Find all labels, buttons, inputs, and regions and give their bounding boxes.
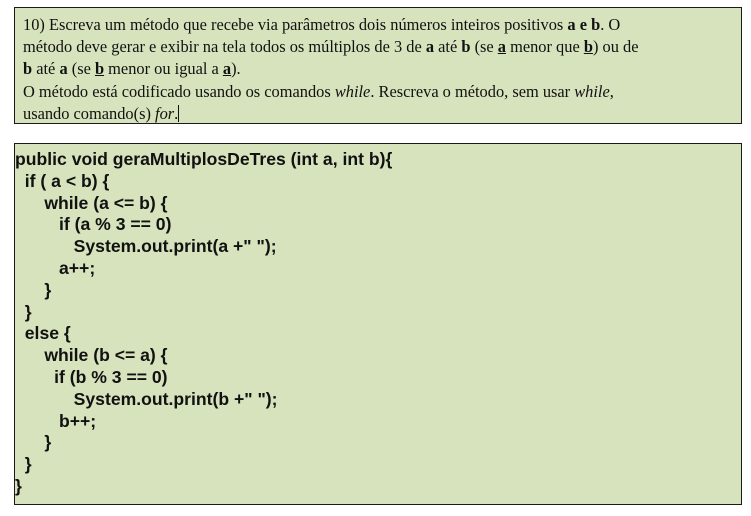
code-line: if (a % 3 == 0) (15, 214, 172, 235)
code-line: System.out.print(b +" "); (15, 388, 278, 409)
question-text: menor ou igual a (104, 59, 223, 79)
param-a-underlined: a (497, 37, 506, 57)
code-line: } (15, 432, 52, 453)
code-line: while (a <= b) { (15, 192, 168, 213)
question-text: usando comando(s) (23, 103, 156, 123)
param-b-underlined: b (94, 59, 105, 79)
param-a-bold: a (567, 15, 576, 34)
param-a-bold: a (59, 59, 68, 79)
code-box (14, 143, 742, 505)
text-cursor (178, 105, 179, 122)
param-a-bold: a (425, 37, 435, 57)
question-text: . O (600, 15, 621, 34)
question-text: (se (470, 37, 498, 57)
param-b-underlined: b (583, 37, 593, 57)
question-text: O método está codificado usando os comandos (23, 81, 335, 101)
question-text: até (32, 59, 60, 79)
keyword-italic: while (334, 81, 371, 101)
question-text: . Rescreva o método, sem usar (370, 81, 575, 101)
question-text: até (434, 37, 462, 57)
question-text: , (609, 81, 614, 101)
keyword-italic: while (574, 81, 610, 101)
code-line: public void geraMultiplosDeTres (int a, int b){ (15, 149, 393, 169)
question-line-1 (23, 14, 733, 36)
question-line-4 (23, 81, 733, 103)
keyword-italic: for (155, 103, 175, 123)
code-line: else { (15, 323, 71, 344)
code-line: } (15, 454, 32, 475)
param-a-underlined: a (222, 59, 232, 79)
code-line: if ( a < b) { (15, 170, 110, 191)
question-text: (se (67, 59, 95, 79)
code-line: if (b % 3 == 0) (15, 366, 168, 387)
question-text: ) ou de (592, 37, 639, 57)
question-text: . (174, 103, 179, 123)
code-line: b++; (15, 410, 97, 431)
question-line-5 (23, 103, 733, 125)
question-line-3 (23, 58, 733, 80)
code-line: } (15, 279, 52, 300)
code-line: System.out.print(a +" "); (15, 236, 277, 257)
code-line: } (15, 475, 22, 496)
code-line: a++; (15, 257, 96, 278)
question-box (14, 7, 742, 124)
question-text: 10) Escreva um método que recebe via parâmetros dois números inteiros positivos (23, 15, 568, 34)
param-b-bold: b (23, 59, 33, 79)
code-line: while (b <= a) { (15, 345, 168, 366)
param-b-bold: b (591, 15, 601, 34)
code-line: } (15, 301, 32, 322)
question-text: e (575, 15, 592, 34)
question-text: ). (231, 59, 241, 79)
question-line-2 (23, 36, 733, 58)
param-b-bold: b (461, 37, 471, 57)
question-text: método deve gerar e exibir na tela todos os múltiplos de 3 de (23, 37, 426, 57)
question-text: menor que (505, 37, 584, 57)
